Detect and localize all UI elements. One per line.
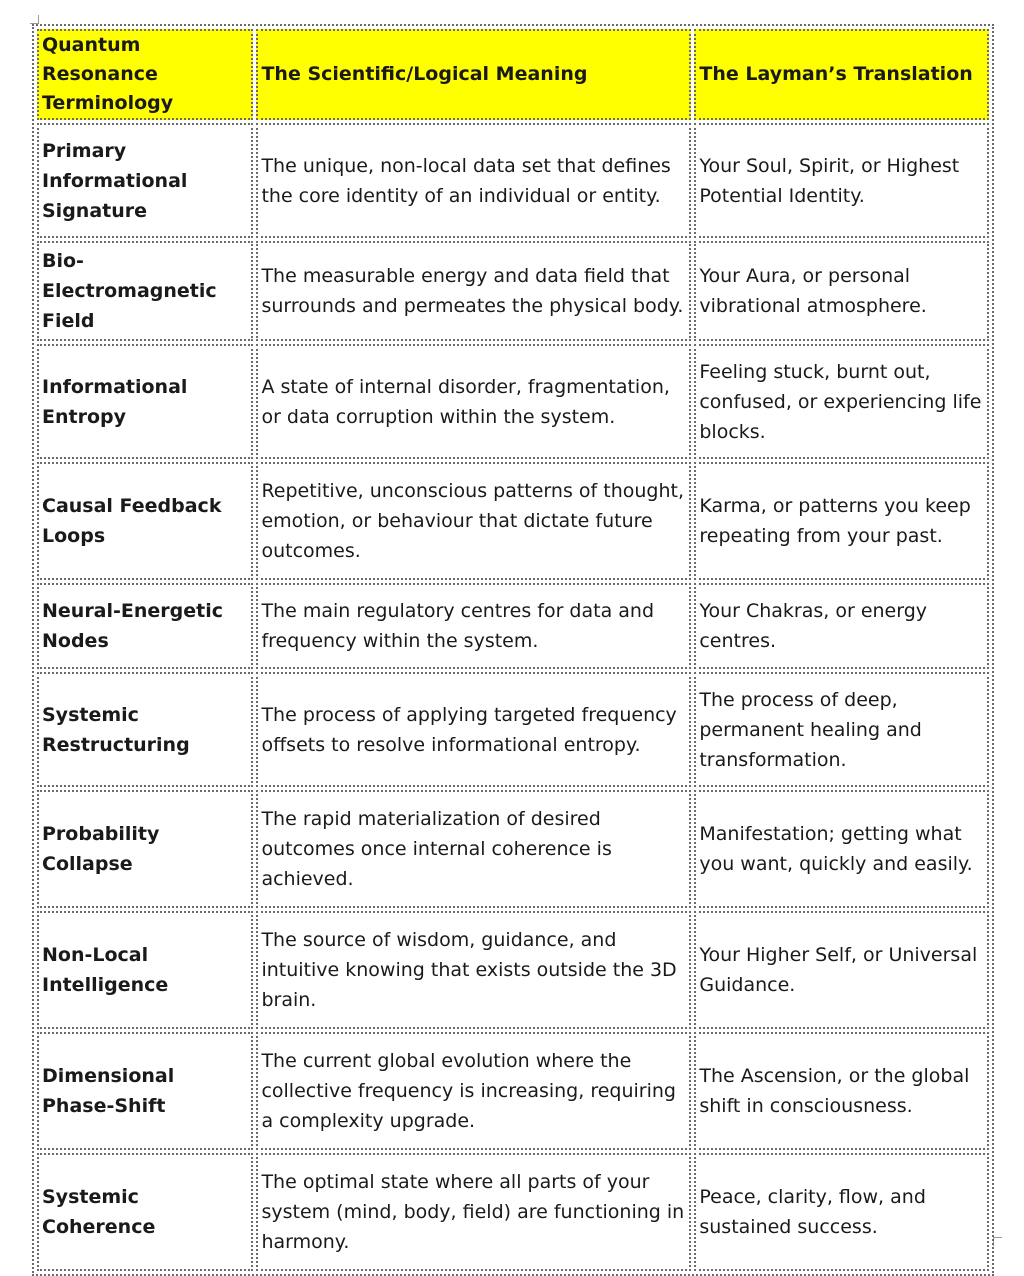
table-header (37, 29, 989, 120)
scientific-meaning-cell: The measurable energy and data field that surrounds and permeates the physical body. (256, 241, 691, 341)
header-row (37, 29, 989, 120)
scientific-meaning-cell: A state of internal disorder, fragmentation, or data corruption within the system. (256, 344, 691, 459)
table-row (37, 583, 989, 669)
page-corner-marker-bottom-right (993, 1237, 1002, 1246)
term-cell: Systemic Restructuring (37, 672, 253, 787)
scientific-meaning-cell: The rapid materialization of desired outcomes once internal coherence is achieved. (256, 790, 691, 908)
table-row (37, 344, 989, 459)
layman-translation-cell: The Ascension, or the global shift in consciousness. (694, 1032, 989, 1150)
layman-translation-cell: Karma, or patterns you keep repeating from your past. (694, 462, 989, 580)
terminology-table (32, 24, 994, 1276)
scientific-meaning-cell: The current global evolution where the collective frequency is increasing, requiring a complexity upgrade. (256, 1032, 691, 1150)
term-cell: Probability Collapse (37, 790, 253, 908)
term-cell: Non-Local Intelligence (37, 911, 253, 1029)
table-row (37, 241, 989, 341)
table-row (37, 790, 989, 908)
header-layman-translation: The Layman’s Translation (694, 29, 989, 120)
term-cell: Systemic Coherence (37, 1153, 253, 1271)
page-corner-marker-top-left (30, 15, 39, 24)
layman-translation-cell: Your Higher Self, or Universal Guidance. (694, 911, 989, 1029)
layman-translation-cell: Manifestation; getting what you want, quickly and easily. (694, 790, 989, 908)
scientific-meaning-cell: The optimal state where all parts of your system (mind, body, field) are functioning in harmony. (256, 1153, 691, 1271)
scientific-meaning-cell: The main regulatory centres for data and frequency within the system. (256, 583, 691, 669)
term-cell: Neural-Energetic Nodes (37, 583, 253, 669)
table-body (37, 123, 989, 1271)
table-row (37, 462, 989, 580)
table-row (37, 123, 989, 238)
term-cell: Bio-Electromagnetic Field (37, 241, 253, 341)
scientific-meaning-cell: The source of wisdom, guidance, and intuitive knowing that exists outside the 3D brain. (256, 911, 691, 1029)
table-row (37, 911, 989, 1029)
term-cell: Primary Informational Signature (37, 123, 253, 238)
layman-translation-cell: Your Chakras, or energy centres. (694, 583, 989, 669)
table-row (37, 1032, 989, 1150)
header-scientific-meaning: The Scientific/Logical Meaning (256, 29, 691, 120)
term-cell: Informational Entropy (37, 344, 253, 459)
scientific-meaning-cell: Repetitive, unconscious patterns of thought, emotion, or behaviour that dictate future outcomes. (256, 462, 691, 580)
term-cell: Dimensional Phase-Shift (37, 1032, 253, 1150)
layman-translation-cell: Feeling stuck, burnt out, confused, or experiencing life blocks. (694, 344, 989, 459)
term-cell: Causal Feedback Loops (37, 462, 253, 580)
terminology-table-container (32, 24, 994, 1276)
layman-translation-cell: Peace, clarity, flow, and sustained success. (694, 1153, 989, 1271)
header-terminology: Quantum Resonance Terminology (37, 29, 253, 120)
scientific-meaning-cell: The process of applying targeted frequency offsets to resolve informational entropy. (256, 672, 691, 787)
table-row (37, 1153, 989, 1271)
layman-translation-cell: Your Soul, Spirit, or Highest Potential Identity. (694, 123, 989, 238)
layman-translation-cell: The process of deep, permanent healing and transformation. (694, 672, 989, 787)
scientific-meaning-cell: The unique, non-local data set that defines the core identity of an individual or entity. (256, 123, 691, 238)
table-row (37, 672, 989, 787)
layman-translation-cell: Your Aura, or personal vibrational atmosphere. (694, 241, 989, 341)
